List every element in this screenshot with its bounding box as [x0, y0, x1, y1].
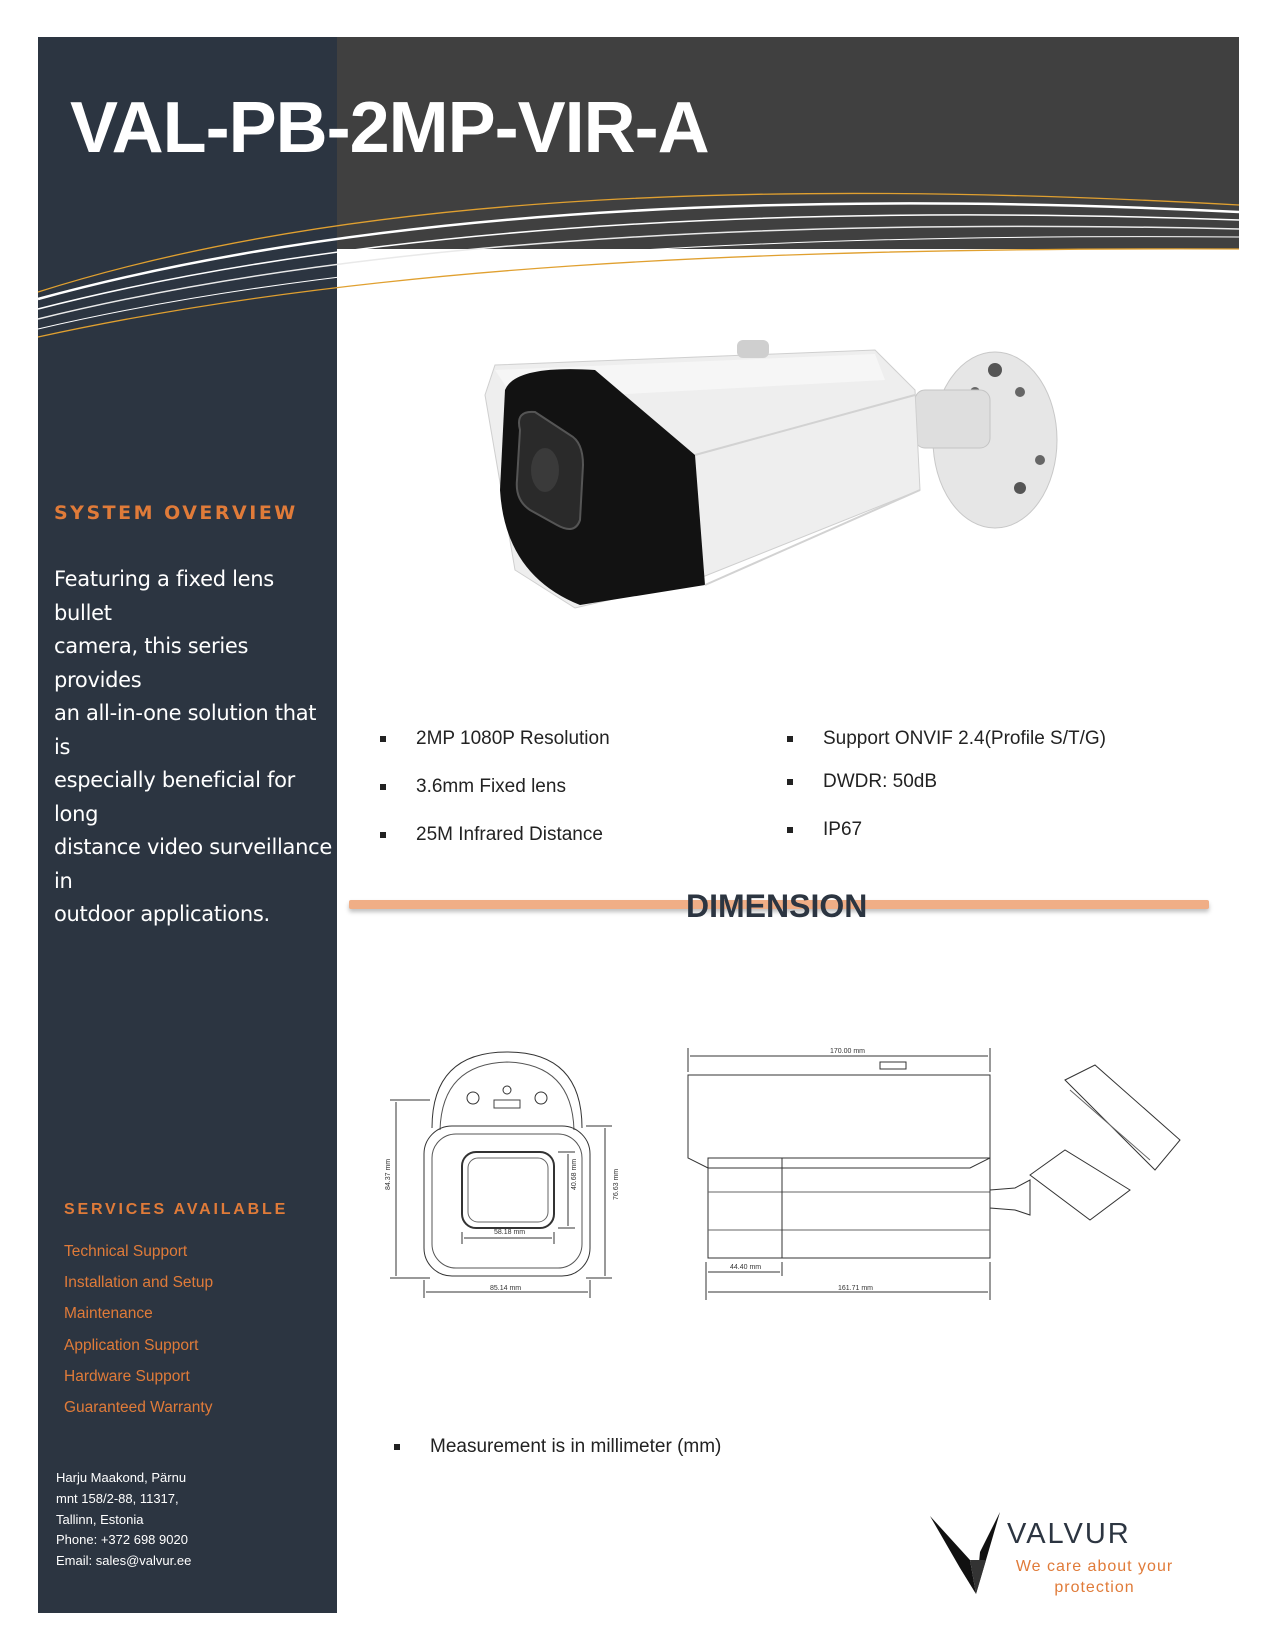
tagline-line: protection: [1054, 1579, 1135, 1596]
page-title: VAL-PB-2MP-VIR-A: [70, 88, 709, 168]
dimension-heading: DIMENSION: [686, 888, 868, 924]
bullet-icon: [380, 832, 386, 838]
dim-label-front-height-inner: 40.68 mm: [571, 1158, 578, 1190]
overview-text: [54, 563, 334, 932]
bullet-icon: [380, 784, 386, 790]
service-item: Maintenance: [64, 1305, 153, 1323]
service-item: Application Support: [64, 1336, 199, 1354]
bullet-icon: [394, 1444, 400, 1450]
tagline-line: We care about your: [1015, 1558, 1174, 1575]
bullet-icon: [787, 779, 793, 785]
overview-line: outdoor applications.: [54, 902, 270, 926]
address-line: Harju Maakond, Pärnu: [56, 1470, 187, 1485]
brand-tagline: [1007, 1556, 1182, 1598]
header-swoosh-graphic: [38, 37, 1239, 357]
contact-address: [56, 1468, 191, 1572]
dimension-drawing: [385, 1040, 1220, 1330]
dim-label-front-height-right: 76.63 mm: [613, 1168, 620, 1200]
address-line: Tallinn, Estonia: [56, 1511, 144, 1527]
address-line: mnt 158/2-88, 11317,: [56, 1490, 179, 1506]
services-heading: SERVICES AVAILABLE: [64, 1201, 289, 1218]
dim-label-front-height-outer: 84.37 mm: [385, 1158, 392, 1190]
dim-label-side-offset: 44.40 mm: [730, 1264, 762, 1271]
services-list: [64, 1242, 213, 1429]
overview-line: an all-in-one solution that is: [54, 701, 317, 759]
dim-label-side-length-bottom: 161.71 mm: [838, 1285, 874, 1292]
overview-line: Featuring a fixed lens bullet: [54, 567, 274, 625]
bullet-icon: [787, 736, 793, 742]
bullet-icon: [787, 827, 793, 833]
camera-product-image: [475, 340, 1085, 640]
overview-line: camera, this series provides: [54, 634, 249, 692]
brand-name: VALVUR: [1007, 1518, 1131, 1550]
service-item: Hardware Support: [64, 1367, 190, 1385]
overview-line: distance video surveillance in: [54, 835, 332, 893]
service-item: Guaranteed Warranty: [64, 1398, 213, 1416]
side-view-drawing: [688, 1048, 1180, 1300]
overview-heading: SYSTEM OVERVIEW: [54, 502, 298, 524]
email-line: Email: sales@valvur.ee: [56, 1553, 192, 1569]
dim-label-front-width-inner: 58.18 mm: [494, 1229, 526, 1236]
front-view-drawing: [390, 1052, 612, 1298]
service-item: Installation and Setup: [64, 1274, 214, 1292]
dim-label-front-width-outer: 85.14 mm: [490, 1285, 522, 1292]
dim-label-side-length-top: 170.00 mm: [830, 1048, 866, 1055]
bullet-icon: [380, 736, 386, 742]
service-item: Technical Support: [64, 1243, 188, 1260]
valvur-bird-logo-icon: [930, 1512, 1005, 1597]
phone-line: Phone: +372 698 9020: [56, 1532, 188, 1548]
overview-line: especially beneficial for long: [54, 768, 295, 826]
